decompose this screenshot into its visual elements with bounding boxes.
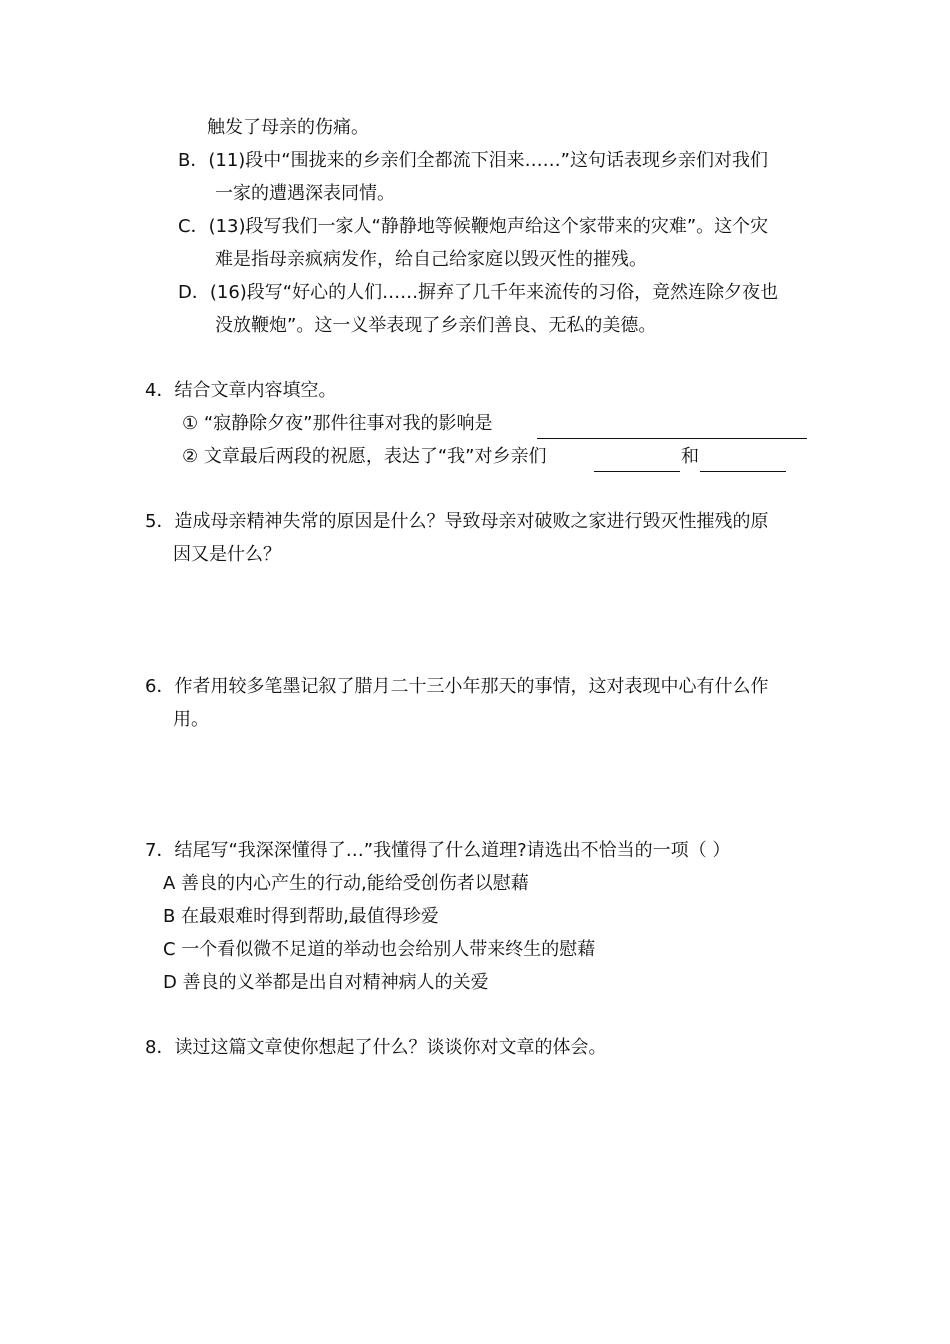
- q6-stem-line2: 用。: [173, 709, 209, 730]
- q4-item-2-and: 和: [681, 446, 699, 467]
- q3-option-c-line2: 难是指母亲疯病发作，给自己给家庭以毁灭性的摧残。: [215, 249, 647, 270]
- q4-item-1-text: ① “寂静除夕夜”那件往事对我的影响是: [182, 413, 493, 434]
- q6-stem-line1: 6．作者用较多笔墨记叙了腊月二十三小年那天的事情，这对表现中心有什么作: [145, 676, 769, 697]
- q7-option-c[interactable]: C 一个看似微不足道的举动也会给别人带来终生的慰藉: [163, 939, 596, 960]
- q6-answer-area[interactable]: [145, 740, 805, 835]
- q3-option-b-line2: 一家的遭遇深表同情。: [215, 183, 395, 204]
- q4-item-2-text: ② 文章最后两段的祝愿，表达了“我”对乡亲们: [182, 446, 547, 467]
- q3-option-d-line1: D．(16)段写“好心的人们……摒弃了几千年来流传的习俗，竟然连除夕夜也: [178, 282, 779, 303]
- q5-stem-line1: 5．造成母亲精神失常的原因是什么？导致母亲对破败之家进行毁灭性摧残的原: [145, 511, 769, 532]
- q3-option-c-line1: C．(13)段写我们一家人“静静地等候鞭炮声给这个家带来的灾难”。这个灾: [178, 216, 769, 237]
- q4-item-2-answer-blank-1[interactable]: [594, 451, 680, 472]
- q8-stem: 8．读过这篇文章使你想起了什么？谈谈你对文章的体会。: [145, 1037, 607, 1058]
- q3-option-d-line2: 没放鞭炮”。这一义举表现了乡亲们善良、无私的美德。: [215, 315, 657, 336]
- q7-stem: 7．结尾写“我深深懂得了…”我懂得了什么道理?请选出不恰当的一项（ ）: [145, 840, 731, 861]
- q4-item-2-answer-blank-2[interactable]: [700, 451, 786, 472]
- q7-option-d[interactable]: D 善良的义举都是出自对精神病人的关爱: [163, 972, 489, 993]
- q5-stem-line2: 因又是什么？: [173, 544, 281, 565]
- q7-option-b[interactable]: B 在最艰难时得到帮助,最值得珍爱: [163, 906, 439, 927]
- q7-option-a[interactable]: A 善良的内心产生的行动,能给受创伤者以慰藉: [163, 873, 529, 894]
- q4-item-2: [182, 445, 547, 469]
- q8-answer-area[interactable]: [145, 1070, 805, 1270]
- q3-option-b-line1: B．(11)段中“围拢来的乡亲们全都流下泪来……”这句话表现乡亲们对我们: [178, 150, 768, 171]
- q4-item-1-answer-blank[interactable]: [537, 418, 807, 439]
- q3-option-a-tail: 触发了母亲的伤痛。: [207, 117, 369, 138]
- q5-answer-area[interactable]: [145, 575, 805, 670]
- q4-item-1: [182, 412, 493, 436]
- q4-stem: 4．结合文章内容填空。: [145, 380, 337, 401]
